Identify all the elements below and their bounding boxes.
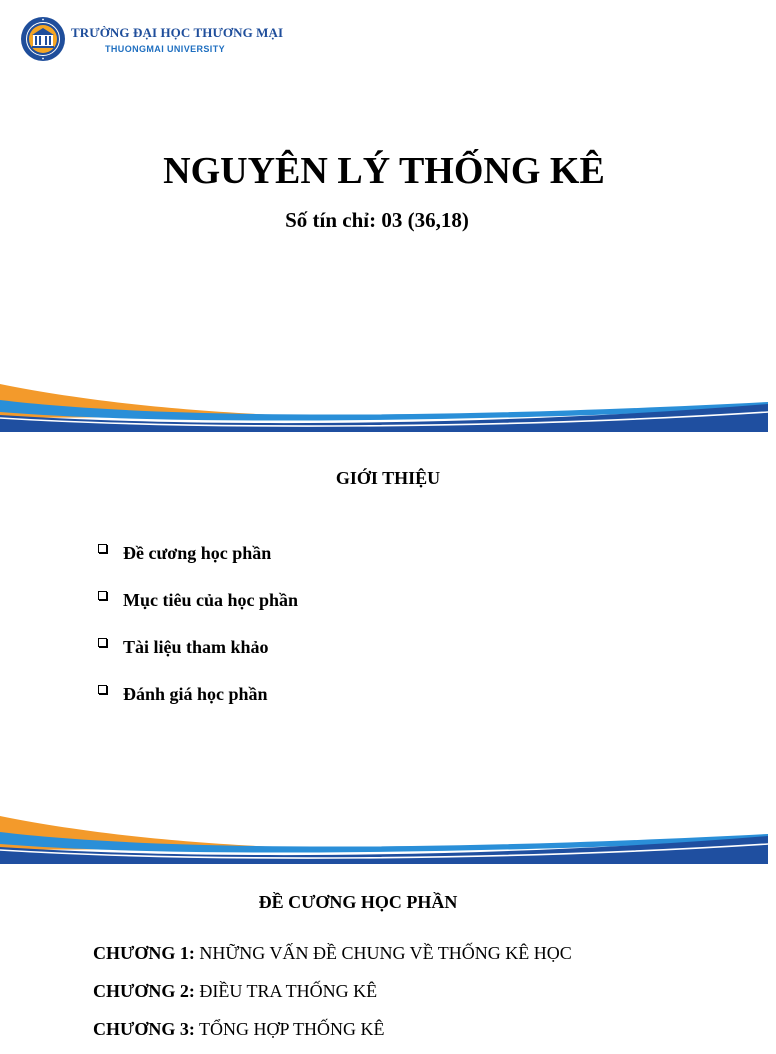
chapter-item <box>93 978 572 1016</box>
list-item <box>98 577 298 624</box>
chapter-label: CHƯƠNG 1: <box>93 943 195 963</box>
course-credits: Số tín chỉ: 03 (36,18) <box>285 208 469 232</box>
chapter-title: TỔNG HỢP THỐNG KÊ <box>194 1019 385 1039</box>
university-name-vn: TRƯỜNG ĐẠI HỌC THƯƠNG MẠI <box>71 24 284 40</box>
chapter-label: CHƯƠNG 3: <box>93 1019 195 1039</box>
intro-heading: GIỚI THIỆU <box>335 468 441 488</box>
chapter-label: CHƯƠNG 2: <box>93 981 195 1001</box>
intro-slide <box>0 432 768 864</box>
list-item <box>98 624 298 671</box>
checkbox-bullet-icon <box>98 591 107 600</box>
list-item-label: Mục tiêu của học phần <box>123 590 299 610</box>
course-title: NGUYÊN LÝ THỐNG KÊ <box>163 150 605 192</box>
university-name-en: THUONGMAI UNIVERSITY <box>105 43 226 54</box>
chapter-item <box>93 940 572 978</box>
decorative-swoosh <box>0 814 768 864</box>
checkbox-bullet-icon <box>98 544 107 553</box>
intro-list <box>98 530 298 718</box>
chapter-item <box>93 1016 572 1054</box>
decorative-swoosh <box>0 382 768 432</box>
university-seal-icon <box>20 16 66 62</box>
list-item-label: Đề cương học phần <box>123 543 272 563</box>
list-item <box>98 671 298 718</box>
checkbox-bullet-icon <box>98 685 107 694</box>
syllabus-heading: ĐỀ CƯƠNG HỌC PHẦN <box>258 892 458 912</box>
chapter-list <box>93 940 572 1054</box>
list-item <box>98 530 298 577</box>
list-item-label: Đánh giá học phần <box>123 684 268 704</box>
syllabus-slide <box>0 864 768 1039</box>
title-slide <box>0 0 768 432</box>
university-logo <box>20 16 283 62</box>
checkbox-bullet-icon <box>98 638 107 647</box>
list-item-label: Tài liệu tham khảo <box>123 637 269 657</box>
chapter-title: NHỮNG VẤN ĐỀ CHUNG VỀ THỐNG KÊ HỌC <box>194 943 572 963</box>
chapter-title: ĐIỀU TRA THỐNG KÊ <box>194 981 378 1001</box>
